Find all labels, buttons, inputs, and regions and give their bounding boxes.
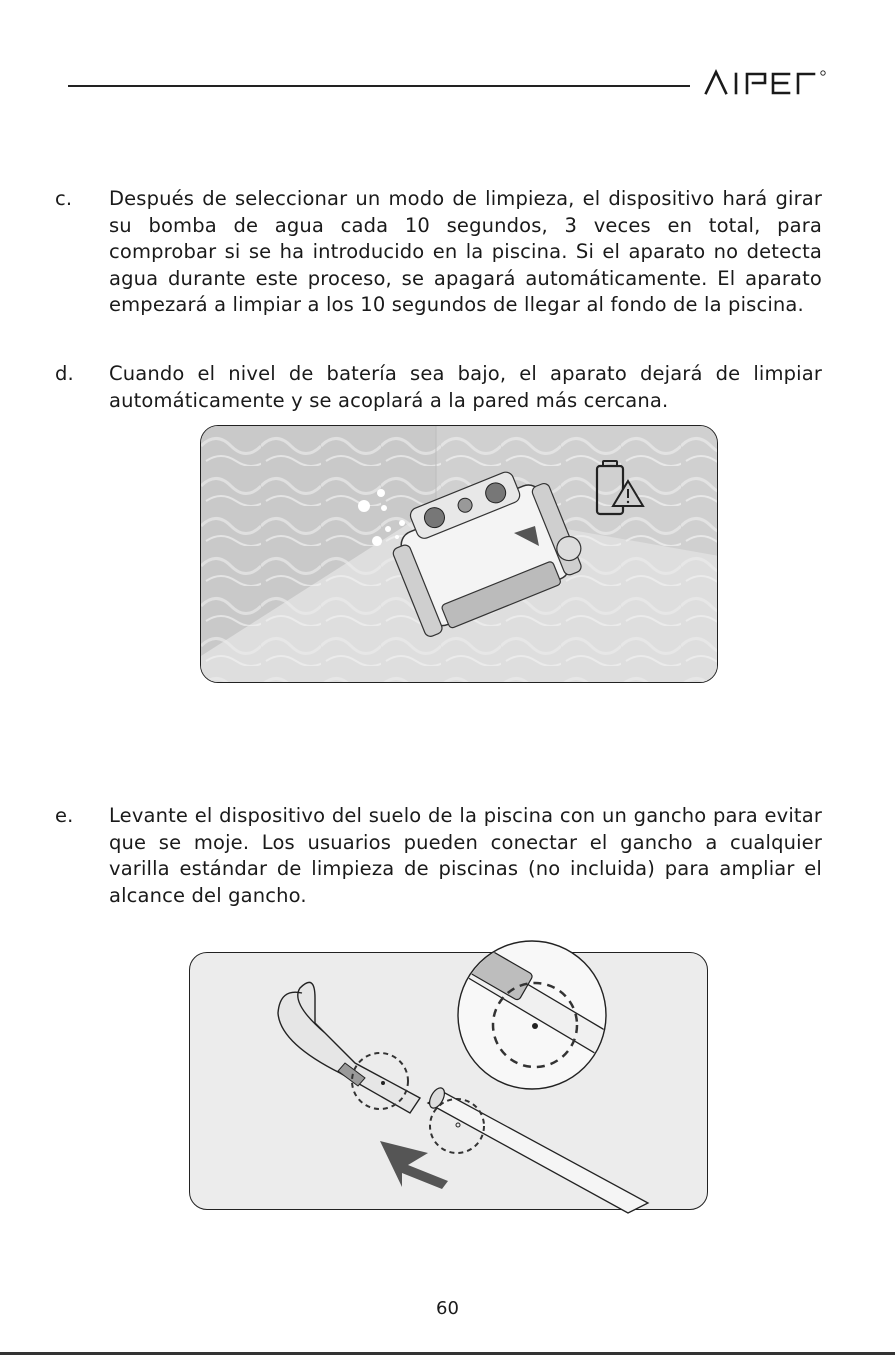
pole-icon — [427, 1085, 648, 1213]
instruction-label: d. — [55, 362, 74, 385]
hook-pole-figure — [189, 952, 708, 1210]
instruction-c — [55, 186, 822, 319]
aiper-wordmark-icon — [703, 66, 828, 96]
instruction-text: Después de seleccionar un modo de limpieza, el dispositivo hará girar su bomba de agua cada 10 segundos, 3 veces en total, para comprobar si se ha introducido en la piscina. Si el aparato no detecta agua durante este proceso, se apagará automáticamente. El aparato empezará a limpiar a los 10 segundos de llegar al fondo de la piscina. — [109, 187, 822, 316]
magnifier-detail-icon — [458, 941, 635, 1089]
instruction-label: c. — [55, 187, 73, 210]
hook-icon — [278, 982, 420, 1113]
robot-docking-figure — [200, 425, 718, 683]
insert-arrow-icon — [380, 1141, 448, 1189]
instruction-d — [55, 361, 822, 414]
instruction-text: Levante el dispositivo del suelo de la piscina con un gancho para evitar que se moje. Los usuarios pueden conectar el gancho a cualquier varilla estándar de limpieza de piscinas (no incluida) para ampliar el alcance del gancho. — [109, 804, 822, 907]
instruction-e — [55, 803, 822, 909]
header-rule — [68, 85, 690, 87]
instruction-label: e. — [55, 804, 74, 827]
instruction-text: Cuando el nivel de batería sea bajo, el aparato dejará de limpiar automáticamente y se acoplará a la pared más cercana. — [109, 362, 822, 412]
aiper-logo — [703, 66, 828, 96]
page-number: 60 — [436, 1298, 459, 1319]
